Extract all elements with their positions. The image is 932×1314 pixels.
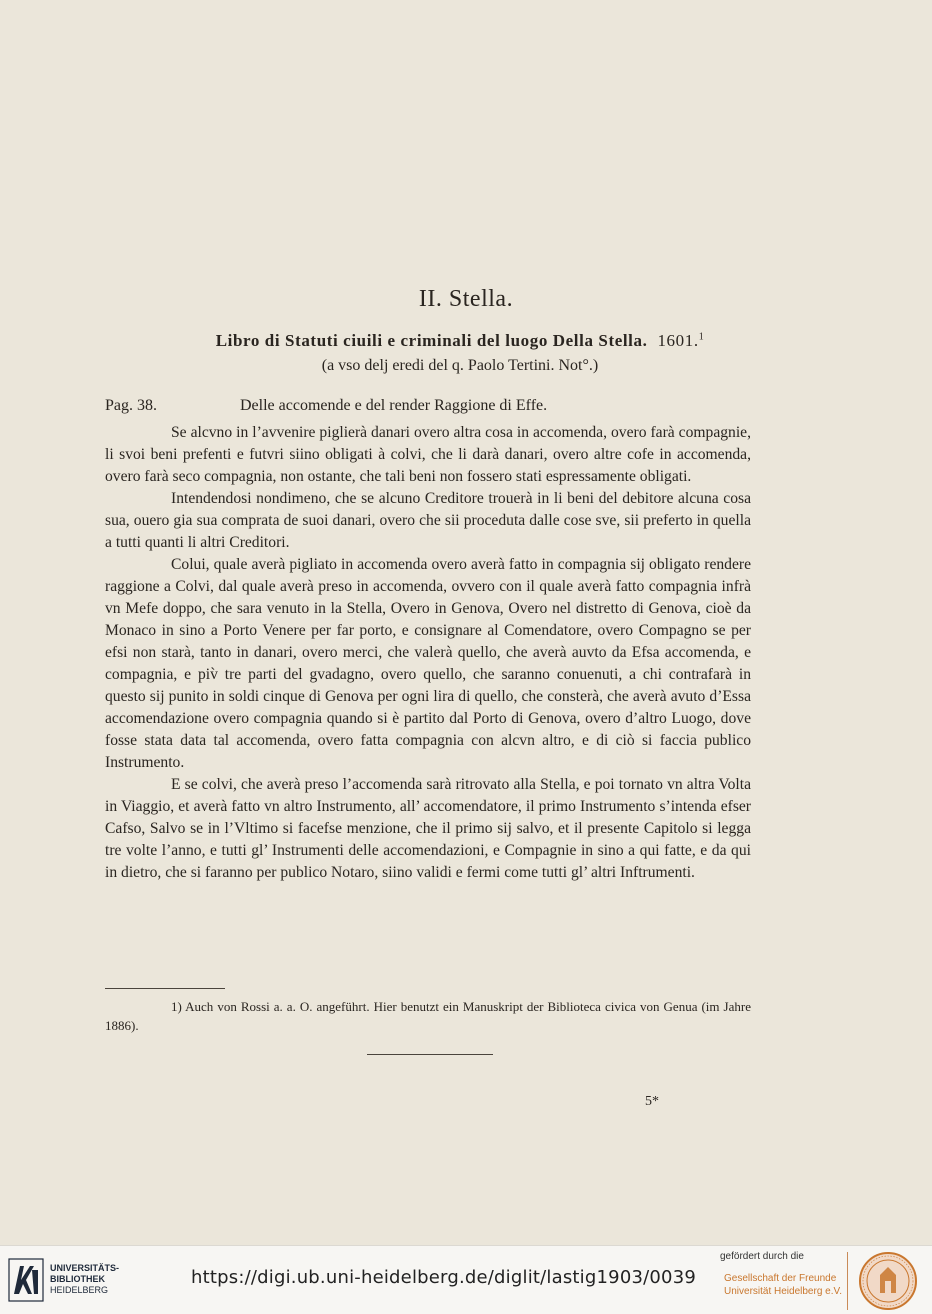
- paragraph: Se alcvno in l’avvenire piglierà danari overo altra cosa in accomenda, overo farà compagnie, li svoi beni prefenti e futvri siino obligati à colvi, che li darà danari, overo altre cofe in accomenda, overo farà seco compagnia, non ostante, che tali beni non fossero stati espressamente obligati.: [105, 424, 751, 485]
- end-divider: [367, 1054, 493, 1055]
- section-title: Delle accomende e del render Raggione di Effe.: [240, 397, 548, 414]
- library-name-line: UNIVERSITÄTS-: [50, 1263, 120, 1273]
- viewer-footer: [0, 1245, 932, 1314]
- society-name-line: Gesellschaft der Freunde: [724, 1273, 837, 1284]
- statute-year: 1601.: [657, 331, 699, 350]
- footnote-text: 1) Auch von Rossi a. a. O. angeführt. Hier benutzt ein Manuskript der Biblioteca civica von Genua (im Jahre 1886).: [105, 999, 751, 1033]
- paragraph: E se colvi, che averà preso l’accomenda sarà ritrovato alla Stella, e poi tornato vn altra Volta in Viaggio, et averà fatto vn altro Instrumento, all’ accomendatore, il primo Instrumento s’intenda efser Cafso, Salvo se in l’Vltimo si facefse menzione, che il primo sij salvo, et il presente Capitolo si legga tre volte l’anno, e tutti gl’ Instrumenti delle accomendazioni, e Compagnie in sino a qui fatte, e da qui in dietro, che si faranno per publico Notaro, siino validi e fermi come tutti gl’ altri Inftrumenti.: [105, 776, 751, 881]
- page-reference: Pag. 38.: [105, 397, 157, 414]
- library-name[interactable]: [50, 1263, 119, 1296]
- body-text: [105, 422, 751, 884]
- footnote-marker: 1: [698, 331, 705, 343]
- society-name-line: Universität Heidelberg e.V.: [724, 1286, 843, 1297]
- paragraph: Colui, quale averà pigliato in accomenda overo averà fatto in compagnia sij obligato rendere raggione a Colvi, dal quale averà preso in accomenda, ovvero con il quale averà fatto compagnia infrà vn Mefe doppo, che sara venuto in la Stella, Overo in Genova, Overo nel distretto di Genova, cioè da Monaco in sino a Porto Venere per far porto, e consignare al Comendatore, overo Compagno se per efsi non starà, tanto in danari, overo merci, che valerà quello, che averà auvto da Efsa accomenda, e compagnia, e piv̀ tre parti del gvadagno, overo quello, che saranno conuenuti, a chi contrafarà in questo sij punito in soldi cinque di Genova per ogni lira di quello, che consterà, che averà avuto d’Essa accomendazione overo compagnia quando si è partito dal Porto di Genova, overo d’altro Luogo, dove fosse stata data tal accomenda, overo fatta compagnia con alcvn altro, e di ciò si faccia publico Instrumento.: [105, 556, 751, 771]
- footnote: [105, 997, 751, 1035]
- page-heading: II. Stella.: [418, 286, 514, 312]
- page-number: 5*: [645, 1094, 659, 1109]
- statute-title-text: Libro di Statuti ciuili e criminali del luogo Della Stella.: [215, 331, 648, 350]
- paragraph: Intendendosi nondimeno, che se alcuno Creditore trouerà in li beni del debitore alcuna cosa sua, ouero gia sua comprata de suoi danari, overo che sii proceduta dalle cose sve, sii preferto in quella a tutti quanti li altri Creditori.: [105, 490, 751, 551]
- permalink-url[interactable]: https://digi.ub.uni-heidelberg.de/diglit/lastig1903/0039: [191, 1267, 696, 1288]
- university-logo-icon[interactable]: [8, 1258, 44, 1302]
- footer-divider: [847, 1252, 848, 1310]
- library-name-line: BIBLIOTHEK: [50, 1274, 105, 1284]
- statute-title: [100, 331, 820, 351]
- library-name-line: HEIDELBERG: [50, 1285, 109, 1295]
- funded-by-label: gefördert durch die: [720, 1251, 804, 1262]
- university-seal-icon[interactable]: [858, 1251, 918, 1311]
- footnote-divider: [105, 988, 225, 989]
- society-name[interactable]: [724, 1272, 842, 1298]
- source-note: (a vso delj eredi del q. Paolo Tertini. Not°.): [321, 357, 599, 374]
